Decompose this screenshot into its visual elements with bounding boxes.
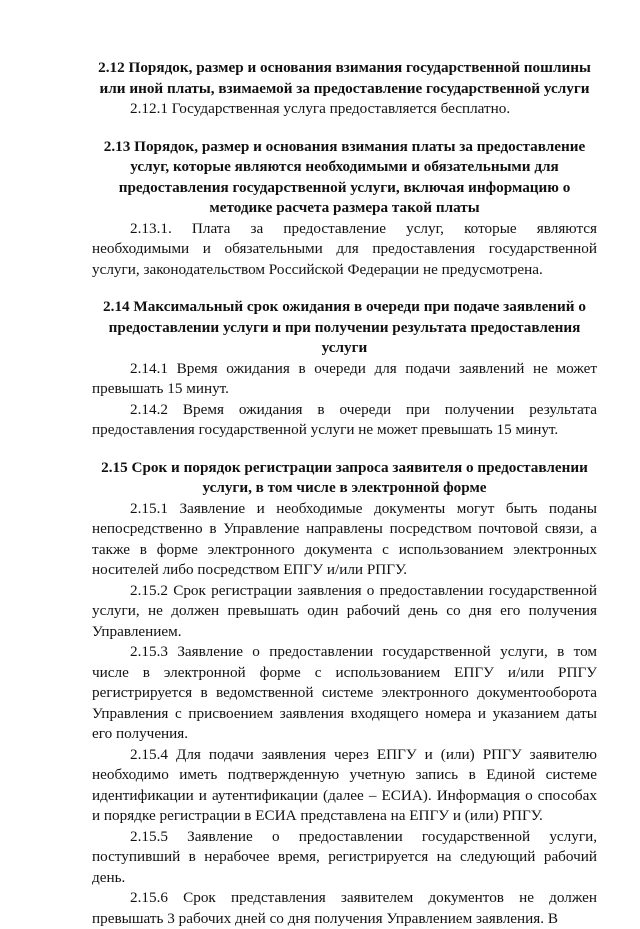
section-heading-2-15: 2.15 Срок и порядок регистрации запроса заявителя о предоставлении услуги, в том числе в электронной форме	[101, 458, 588, 496]
paragraph-2-15-3: 2.15.3 Заявление о предоставлении государственной услуги, в том числе в электронной форме с использованием ЕПГУ и/или РПГУ регистрируется в ведомственной системе электронного документооборота Управления с присвоением заявления входящего номера и указанием даты его получения.	[92, 643, 597, 742]
page-content	[92, 58, 597, 929]
paragraph-2-15-5: 2.15.5 Заявление о предоставлении государственной услуги, поступивший в нерабочее время, регистрируется на следующий рабочий день.	[92, 827, 597, 886]
section-heading-2-13: 2.13 Порядок, размер и основания взимания платы за предоставление услуг, которые являются необходимыми и обязательными для предоставления государственной услуги, включая информацию о методике расчета размера такой платы	[103, 137, 586, 216]
paragraph-2-12-1: 2.12.1 Государственная услуга предоставляется бесплатно.	[130, 100, 511, 117]
paragraph-2-15-1: 2.15.1 Заявление и необходимые документы могут быть поданы непосредственно в Управление направлены посредством почтовой связи, а также в форме электронного документа с использованием электронных носителей либо посредством ЕПГУ и/или РПГУ.	[92, 499, 597, 578]
paragraph-2-15-2: 2.15.2 Срок регистрации заявления о предоставлении государственной услуги, не должен превышать один рабочий день со дня его получения Управлением.	[92, 581, 597, 640]
section-heading-2-14: 2.14 Максимальный срок ожидания в очереди при подаче заявлений о предоставлении услуги и при получении результата предоставления услуги	[103, 298, 586, 356]
paragraph-2-14-1: 2.14.1 Время ожидания в очереди для подачи заявлений не может превышать 15 минут.	[92, 359, 597, 397]
paragraph-2-15-6: 2.15.6 Срок представления заявителем документов не должен превышать 3 рабочих дней со дня получения Управлением заявления. В	[92, 889, 597, 927]
paragraph-2-14-2: 2.14.2 Время ожидания в очереди при получении результата предоставления государственной услуги не может превышать 15 минут.	[92, 400, 597, 438]
paragraph-2-15-4: 2.15.4 Для подачи заявления через ЕПГУ и (или) РПГУ заявителю необходимо иметь подтвержденную учетную запись в Единой системе идентификации и аутентификации (далее – ЕСИА). Информация о способах и порядке регистрации в ЕСИА представлена на ЕПГУ и (или) РПГУ.	[92, 745, 597, 824]
section-heading-2-12: 2.12 Порядок, размер и основания взимания государственной пошлины или иной платы, взимаемой за предоставление государственной услуги	[98, 59, 591, 97]
paragraph-2-13-1: 2.13.1. Плата за предоставление услуг, которые являются необходимыми и обязательными для предоставления государственной услуги, законодательством Российской Федерации не предусмотрена.	[92, 219, 597, 278]
